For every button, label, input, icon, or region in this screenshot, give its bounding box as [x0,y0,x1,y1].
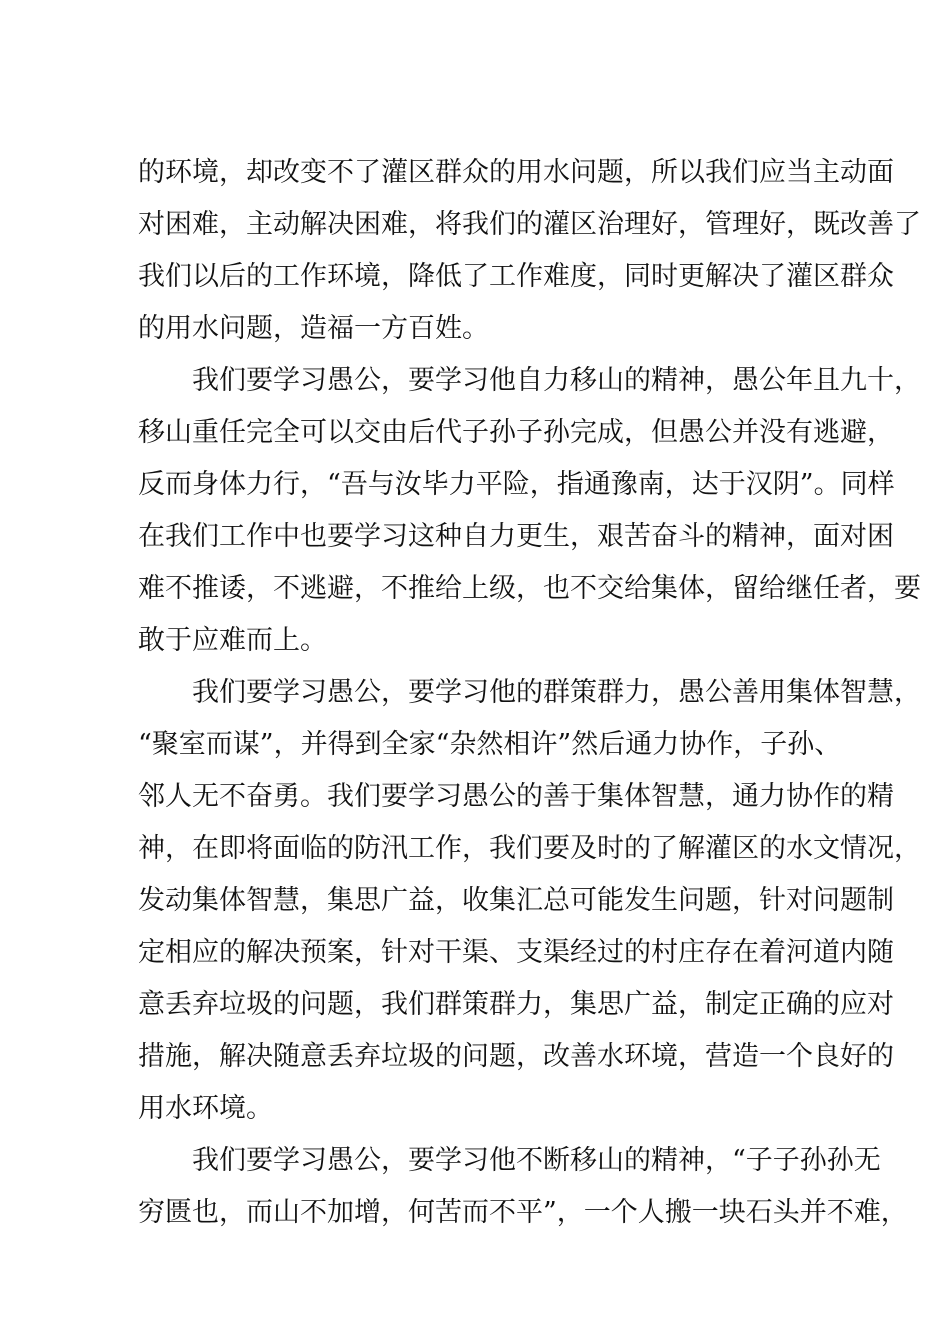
text-line: 在我们工作中也要学习这种自力更生，艰苦奋斗的精神，面对困 [138,521,894,552]
text-line: “聚室而谋”，并得到全家“杂然相许”然后通力协作，子孙、 [138,729,842,760]
text-line: 措施，解决随意丢弃垃圾的问题，改善水环境，营造一个良好的 [138,1041,894,1072]
text-line: 移山重任完全可以交由后代子孙子孙完成，但愚公并没有逃避， [138,417,894,448]
text-line: 我们要学习愚公，要学习他不断移山的精神，“子子孙孙无 [138,1145,881,1176]
text-line: 定相应的解决预案，针对干渠、支渠经过的村庄存在着河道内随 [138,937,894,968]
text-line: 发动集体智慧，集思广益，收集汇总可能发生问题，针对问题制 [138,885,894,916]
text-line: 对困难，主动解决困难，将我们的灌区治理好，管理好，既改善了 [138,209,921,240]
text-line: 反而身体力行，“吾与汝毕力平险，指通豫南，达于汉阴”。同样 [138,469,895,500]
text-line: 难不推诿，不逃避，不推给上级，也不交给集体，留给继任者，要 [138,573,921,604]
text-line: 的环境，却改变不了灌区群众的用水问题，所以我们应当主动面 [138,157,894,188]
text-line: 我们以后的工作环境，降低了工作难度，同时更解决了灌区群众 [138,261,894,292]
text-line: 的用水问题，造福一方百姓。 [138,313,489,344]
text-line: 我们要学习愚公，要学习他自力移山的精神，愚公年且九十， [138,365,921,396]
text-line: 用水环境。 [138,1093,273,1124]
text-line: 意丢弃垃圾的问题，我们群策群力，集思广益，制定正确的应对 [138,989,894,1020]
text-line: 邻人无不奋勇。我们要学习愚公的善于集体智慧，通力协作的精 [138,781,894,812]
text-line: 神，在即将面临的防汛工作，我们要及时的了解灌区的水文情况， [138,833,921,864]
text-line: 穷匮也，而山不加增，何苦而不平”，一个人搬一块石头并不难， [138,1197,908,1228]
text-line: 敢于应难而上。 [138,625,327,656]
text-line: 我们要学习愚公，要学习他的群策群力，愚公善用集体智慧， [138,677,921,708]
